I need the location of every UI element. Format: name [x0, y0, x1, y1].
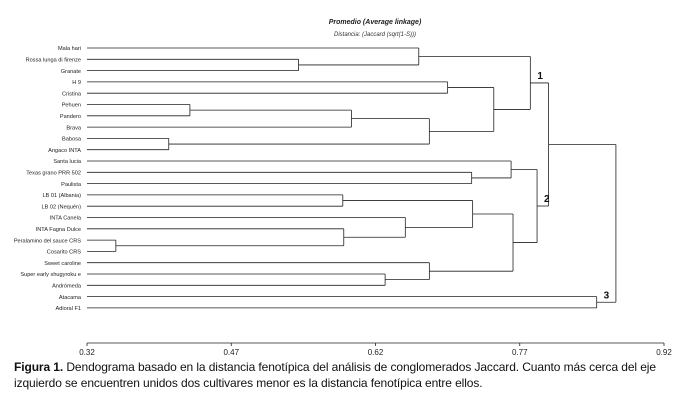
leaf-label: INTA Fagna Dulce	[35, 227, 81, 233]
x-tick-label: 0.32	[79, 348, 95, 357]
leaf-label: H 9	[72, 80, 81, 87]
chart-title: Promedio (Average linkage)	[328, 19, 422, 26]
caption-label: Figura 1.	[14, 360, 64, 374]
leaf-label: Santa lucia	[53, 159, 81, 166]
cluster-number: 2	[544, 194, 550, 206]
x-tick-label: 0.47	[223, 348, 240, 357]
cluster-number: 1	[537, 70, 543, 82]
dendrogram-branches	[87, 48, 616, 308]
leaf-label: Angaco INTA	[48, 147, 81, 154]
leaf-label: Brava	[66, 125, 81, 132]
leaf-label: Rossa lunga di firenze	[25, 57, 81, 64]
x-tick-label: 0.77	[511, 348, 528, 357]
leaf-label: Andrómeda	[52, 283, 81, 290]
leaf-label: Pandero	[59, 114, 81, 120]
leaf-label: LB 01 (Albania)	[42, 193, 81, 200]
cluster-number: 3	[603, 290, 610, 302]
leaf-label: Babosa	[62, 136, 81, 143]
x-tick-label: 0.92	[656, 348, 672, 357]
leaf-label: LB 02 (Nequén)	[41, 204, 81, 211]
leaf-label: Atacama	[58, 294, 81, 301]
leaf-label: Adioral F1	[55, 306, 81, 313]
leaf-label: Granate	[60, 68, 81, 75]
leaf-label: Paulista	[61, 181, 81, 188]
leaf-labels	[14, 46, 82, 312]
figure-caption	[14, 359, 678, 391]
leaf-label: Pehuen	[61, 102, 81, 109]
leaf-label: Texas grano PRR 502	[26, 170, 81, 177]
leaf-label: Cristina	[62, 91, 81, 98]
leaf-label: Peralamino del sauce CRS	[13, 238, 81, 245]
leaf-label: Cosarito CRS	[46, 249, 81, 256]
x-axis	[79, 343, 672, 357]
caption-text: Dendograma basado en la distancia fenotípica del análisis de conglomerados Jaccard. Cuanto más cerca del eje izquierdo se encuentren unidos dos cultivares menor es la distancia fenotípica entre ellos.	[14, 360, 656, 390]
chart-subtitle: Distancia: (Jaccard (sqrt(1-S)))	[333, 32, 417, 38]
leaf-label: INTA Canela	[49, 215, 81, 222]
leaf-label: Sweet caroline	[44, 260, 81, 267]
leaf-label: Super early shugyroku e	[20, 272, 81, 279]
cluster-labels	[537, 71, 609, 301]
leaf-label: Mala hari	[57, 46, 81, 53]
x-tick-label: 0.62	[367, 348, 384, 357]
